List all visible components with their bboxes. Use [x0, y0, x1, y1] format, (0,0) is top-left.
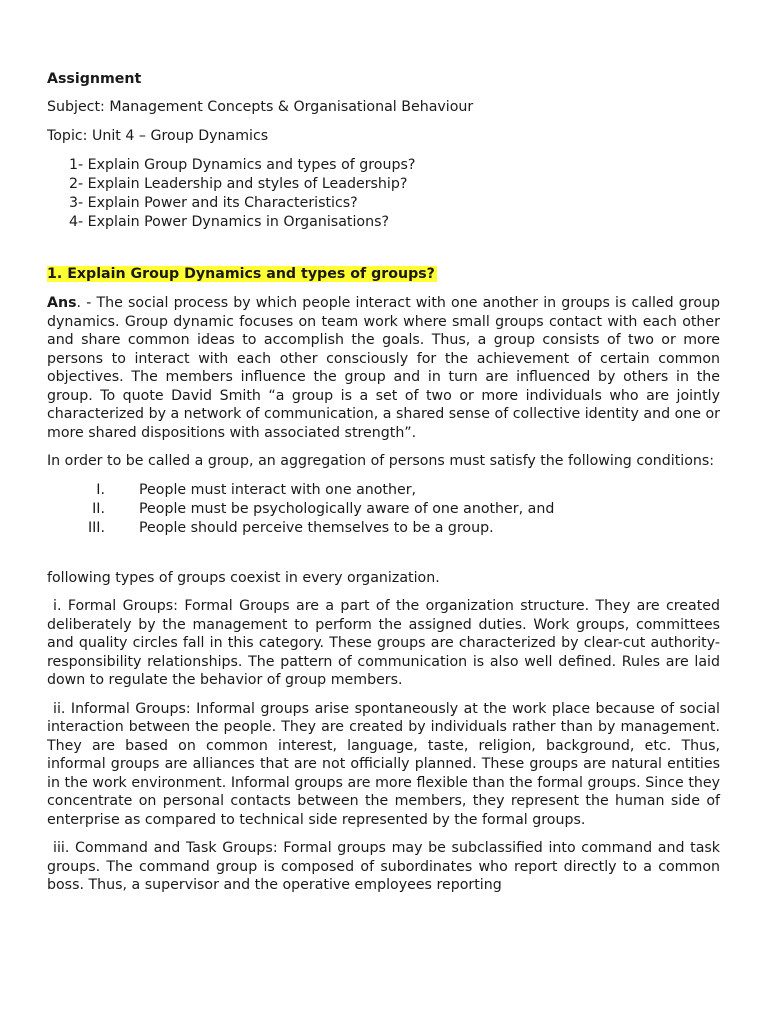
answer-text: . - The social process by which people interact with one another in groups is called group dynamics. Group dynamic focuses on team work where small groups contact with each other and share common ideas to accomplish the goals. Thus, a group consists of two or more persons to interact with each other consciously for the achievement of certain common objectives. The members influence the group and in turn are influenced by others in the group. To quote David Smith “a group is a set of two or more individuals who are jointly characterized by a network of communication, a shared sense of collective identity and one or more shared dispositions with associated strength”. [47, 295, 721, 441]
condition-text: People must interact with one another, [139, 481, 417, 498]
condition-number: II. [92, 500, 105, 517]
informal-groups-paragraph: ii. Informal Groups: Informal groups arise spontaneously at the work place because of social interaction between the people. They are created by individuals rather than by management. They are based on common interest, language, taste, religion, background, etc. Thus, informal groups are alliances that are not officially planned. These groups are natural entities in the work environment. Informal groups are more flexible than the formal groups. Since they concentrate on personal contacts between the members, they represent the human side of enterprise as compared to technical side represented by the formal groups. [47, 700, 720, 828]
command-groups-paragraph: iii. Command and Task Groups: Formal groups may be subclassified into command and task groups. The command group is composed of subordinates who report directly to a common boss. Thus, a supervisor and the operative employees reporting [47, 840, 720, 893]
condition-text: People should perceive themselves to be a group. [139, 519, 494, 536]
conditions-list [47, 481, 720, 538]
answer-paragraph [47, 294, 720, 442]
condition-item [47, 519, 720, 538]
question-item: 2- Explain Leadership and styles of Leadership? [69, 176, 408, 192]
question-item: 3- Explain Power and its Characteristics? [69, 195, 358, 211]
document-title: Assignment [47, 71, 142, 87]
section-heading-wrap [47, 265, 720, 284]
topic-line: Topic: Unit 4 – Group Dynamics [47, 128, 269, 144]
question-item: 4- Explain Power Dynamics in Organisations? [69, 214, 389, 230]
answer-label: Ans [47, 295, 77, 311]
section-heading: 1. Explain Group Dynamics and types of groups? [47, 266, 435, 282]
question-list [69, 156, 720, 232]
conditions-intro: In order to be called a group, an aggregation of persons must satisfy the following conditions: [47, 453, 715, 469]
condition-item [47, 481, 720, 500]
question-item: 1- Explain Group Dynamics and types of groups? [69, 157, 416, 173]
spacer [47, 538, 720, 569]
types-intro: following types of groups coexist in every organization. [47, 569, 440, 586]
formal-groups-paragraph: i. Formal Groups: Formal Groups are a part of the organization structure. They are created deliberately by the management to perform the assigned duties. Work groups, committees and quality circles fall in this category. These groups are characterized by clear-cut authority-responsibility relationships. The pattern of communication is also well defined. Rules are laid down to regulate the behavior of group members. [47, 598, 720, 688]
condition-number: III. [87, 519, 105, 536]
document-body [47, 70, 720, 905]
subject-line: Subject: Management Concepts & Organisational Behaviour [47, 99, 474, 115]
condition-text: People must be psychologically aware of one another, and [139, 500, 555, 517]
condition-item [47, 500, 720, 519]
condition-number: I. [96, 481, 105, 498]
